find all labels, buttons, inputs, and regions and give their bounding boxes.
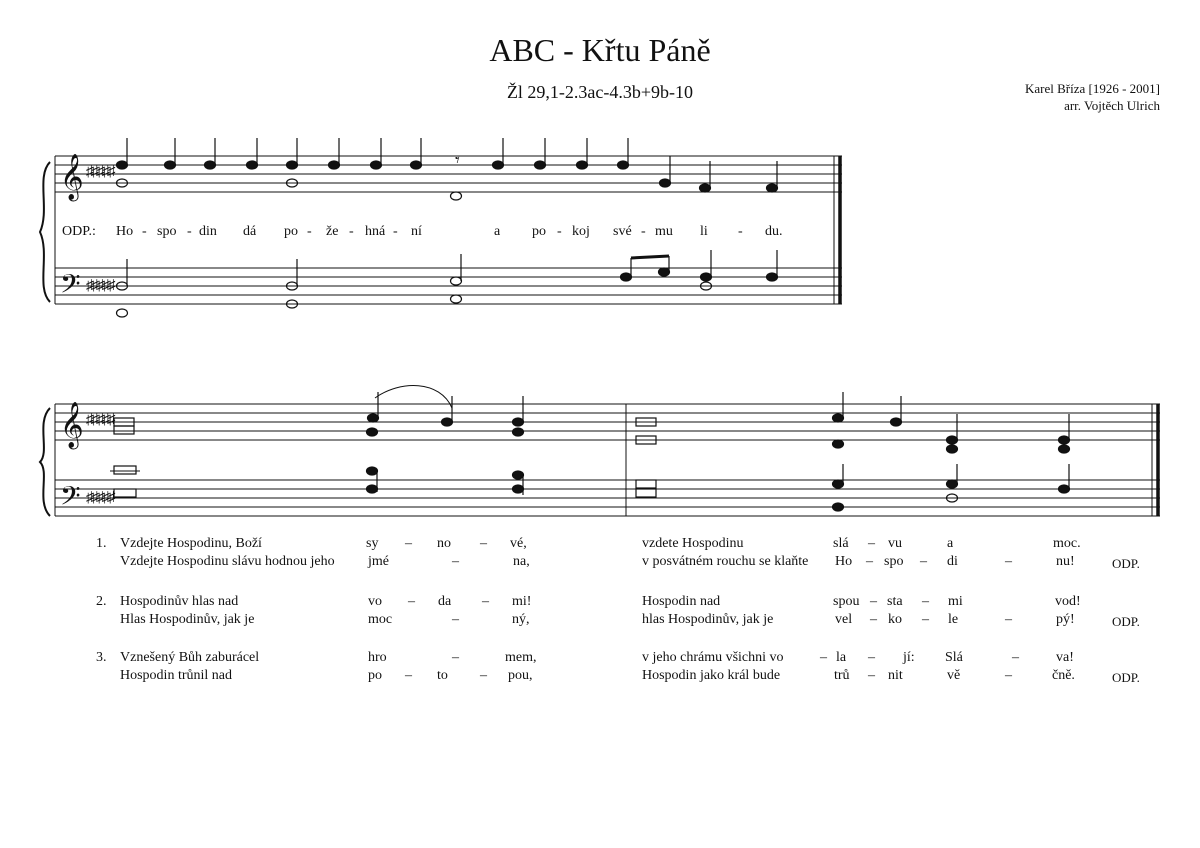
ledger-lines bbox=[110, 471, 846, 516]
verse-syllable: Ho bbox=[835, 554, 853, 569]
treble-staff-2 bbox=[55, 404, 1160, 440]
verse-syllable: mi! bbox=[512, 594, 532, 609]
refrain-syllable: hná bbox=[365, 224, 386, 239]
verse-text: v posvátném rouchu se klaňte bbox=[642, 554, 809, 569]
refrain-cue: ODP. bbox=[1112, 670, 1140, 685]
verse-syllable: vo bbox=[368, 594, 382, 609]
verse-syllable: sta bbox=[887, 594, 903, 609]
verse-syllable: – bbox=[452, 612, 459, 627]
verse-text: Hospodin nad bbox=[642, 594, 721, 609]
verse-syllable: la bbox=[836, 650, 847, 665]
bass-staff-1 bbox=[55, 268, 842, 304]
verse-syllable: nit bbox=[888, 668, 903, 683]
verse-syllable: le bbox=[948, 612, 959, 627]
verse-syllable: – bbox=[866, 554, 873, 569]
system-brace bbox=[40, 162, 50, 302]
verse-syllable: vu bbox=[888, 536, 902, 551]
refrain-syllable: - bbox=[557, 224, 562, 239]
verse-syllable: – bbox=[870, 612, 877, 627]
verse-syllable: moc. bbox=[1053, 536, 1081, 551]
verse-text: Vznešený Bůh zaburácel bbox=[120, 650, 260, 665]
refrain-syllable: - bbox=[641, 224, 646, 239]
verse-syllable: vé, bbox=[510, 536, 527, 551]
verse-syllable: – bbox=[868, 536, 875, 551]
verse-text: Hospodinův hlas nad bbox=[120, 594, 239, 609]
verse-syllable: – bbox=[870, 594, 877, 609]
verse-syllable: – bbox=[1012, 650, 1019, 665]
verse-syllable: – bbox=[922, 612, 929, 627]
verse-syllable: – bbox=[480, 668, 487, 683]
refrain-syllable: - bbox=[393, 224, 398, 239]
verse-syllable: hro bbox=[368, 650, 387, 665]
verse-syllable: – bbox=[1005, 554, 1012, 569]
verse-text: hlas Hospodinův, jak je bbox=[642, 612, 774, 627]
treble-clef-2: 𝄞 bbox=[60, 402, 84, 447]
verse-syllable: da bbox=[438, 594, 452, 609]
refrain-syllable: - bbox=[738, 224, 743, 239]
verse-syllable: trů bbox=[834, 668, 850, 683]
bass-notes-2 bbox=[114, 464, 1070, 511]
verse-syllable: – bbox=[920, 554, 927, 569]
verse-number: 3. bbox=[96, 650, 107, 665]
key-signature-bass-2: ♯♯♯♯♯ bbox=[86, 490, 114, 506]
verse-text: v jeho chrámu všichni vo bbox=[642, 650, 784, 665]
eighth-rest-1: 𝄾 bbox=[455, 150, 460, 170]
bass-notes-1 bbox=[117, 250, 778, 317]
verse-syllable: no bbox=[437, 536, 451, 551]
bass-staff-2 bbox=[55, 480, 1160, 516]
refrain-syllable: Ho bbox=[116, 224, 134, 239]
refrain-syllable: - bbox=[349, 224, 354, 239]
verse-syllable: vel bbox=[835, 612, 853, 627]
verse-syllable: di bbox=[947, 554, 958, 569]
verse-number: 2. bbox=[96, 594, 107, 609]
refrain-lyrics bbox=[62, 224, 783, 239]
composer-credit: Karel Bříza [1926 - 2001] bbox=[1024, 81, 1160, 96]
verse-syllable: Slá bbox=[945, 650, 963, 665]
refrain-syllable: li bbox=[700, 224, 708, 239]
alto-notes-1 bbox=[117, 179, 462, 200]
verse-syllable: spou bbox=[833, 594, 860, 609]
verse-syllable: na, bbox=[513, 554, 530, 569]
verse-syllable: – bbox=[452, 650, 459, 665]
verse-syllable: mi bbox=[948, 594, 963, 609]
verse-syllable: mem, bbox=[505, 650, 537, 665]
verse-text: Vzdejte Hospodinu, Boží bbox=[120, 536, 262, 551]
verse-syllable: pý! bbox=[1056, 612, 1075, 627]
verse-syllable: va! bbox=[1056, 650, 1074, 665]
verse-number: 1. bbox=[96, 536, 107, 551]
arranger-credit: arr. Vojtěch Ulrich bbox=[1064, 98, 1160, 113]
verse-syllable: – bbox=[482, 594, 489, 609]
system-brace-2 bbox=[40, 408, 50, 516]
verse-syllable: jmé bbox=[368, 554, 389, 569]
verse-syllable: slá bbox=[833, 536, 849, 551]
verse-syllable: ko bbox=[888, 612, 902, 627]
refrain-syllable: mu bbox=[655, 224, 673, 239]
slur bbox=[375, 386, 452, 408]
refrain-syllable: a bbox=[494, 224, 501, 239]
verse-syllable: – bbox=[1005, 612, 1012, 627]
verse-text: Hospodin trůnil nad bbox=[120, 668, 232, 683]
verse-syllable: čně. bbox=[1052, 668, 1075, 683]
refrain-syllable: din bbox=[199, 224, 217, 239]
verse-syllable: nu! bbox=[1056, 554, 1075, 569]
refrain-cue: ODP. bbox=[1112, 614, 1140, 629]
verse-syllable: ný, bbox=[512, 612, 530, 627]
bass-clef-1: 𝄢 bbox=[60, 269, 81, 305]
refrain-syllable: po bbox=[532, 224, 546, 239]
refrain-syllable: - bbox=[142, 224, 147, 239]
verse-syllable: – bbox=[1005, 668, 1012, 683]
verse-syllable: spo bbox=[884, 554, 904, 569]
refrain-syllable: dá bbox=[243, 224, 257, 239]
page-title: ABC - Křtu Páně bbox=[489, 32, 711, 68]
system-2 bbox=[40, 386, 1160, 516]
verse-syllable: – bbox=[405, 668, 412, 683]
verse-syllable: – bbox=[408, 594, 415, 609]
refrain-syllable: spo bbox=[157, 224, 177, 239]
verse-syllable: – bbox=[820, 650, 827, 665]
verse-syllable: sy bbox=[366, 536, 379, 551]
refrain-cue: ODP. bbox=[1112, 556, 1140, 571]
verse-syllable: – bbox=[922, 594, 929, 609]
refrain-syllable: koj bbox=[572, 224, 590, 239]
verse-syllable: jí: bbox=[903, 650, 915, 665]
bass-clef-2: 𝄢 bbox=[60, 481, 81, 517]
psalm-reference: Žl 29,1-2.3ac-4.3b+9b-10 bbox=[506, 82, 694, 102]
verse-syllable: – bbox=[405, 536, 412, 551]
verse-syllable: vě bbox=[947, 668, 961, 683]
verse-syllable: po bbox=[368, 668, 382, 683]
key-signature-bass-1: ♯♯♯♯♯ bbox=[86, 278, 114, 294]
verse-syllable: vod! bbox=[1055, 594, 1081, 609]
verse-syllable: a bbox=[947, 536, 954, 551]
verse-syllable: – bbox=[452, 554, 459, 569]
refrain-syllable: že bbox=[326, 224, 339, 239]
verse-text: Hospodin jako král bude bbox=[642, 668, 781, 683]
refrain-syllable: po bbox=[284, 224, 298, 239]
refrain-syllable: - bbox=[307, 224, 312, 239]
refrain-syllable: své bbox=[613, 224, 632, 239]
verse-syllable: – bbox=[868, 668, 875, 683]
verse-syllable: – bbox=[480, 536, 487, 551]
verse-syllable: moc bbox=[368, 612, 393, 627]
verse-syllable: – bbox=[868, 650, 875, 665]
refrain-syllable: ní bbox=[411, 224, 422, 239]
verse-text: Hlas Hospodinův, jak je bbox=[120, 612, 255, 627]
refrain-syllable: - bbox=[187, 224, 192, 239]
verse-text: vzdete Hospodinu bbox=[642, 536, 744, 551]
key-signature-treble-2: ♯♯♯♯♯ bbox=[86, 412, 114, 428]
treble-clef-1: 𝄞 bbox=[60, 154, 84, 199]
refrain-label: ODP.: bbox=[62, 224, 96, 239]
verse-text: Vzdejte Hospodinu slávu hodnou jeho bbox=[120, 554, 335, 569]
verse-syllable: pou, bbox=[508, 668, 533, 683]
key-signature-treble-1: ♯♯♯♯♯ bbox=[86, 164, 114, 180]
refrain-syllable: du. bbox=[765, 224, 783, 239]
verse-syllable: to bbox=[437, 668, 448, 683]
